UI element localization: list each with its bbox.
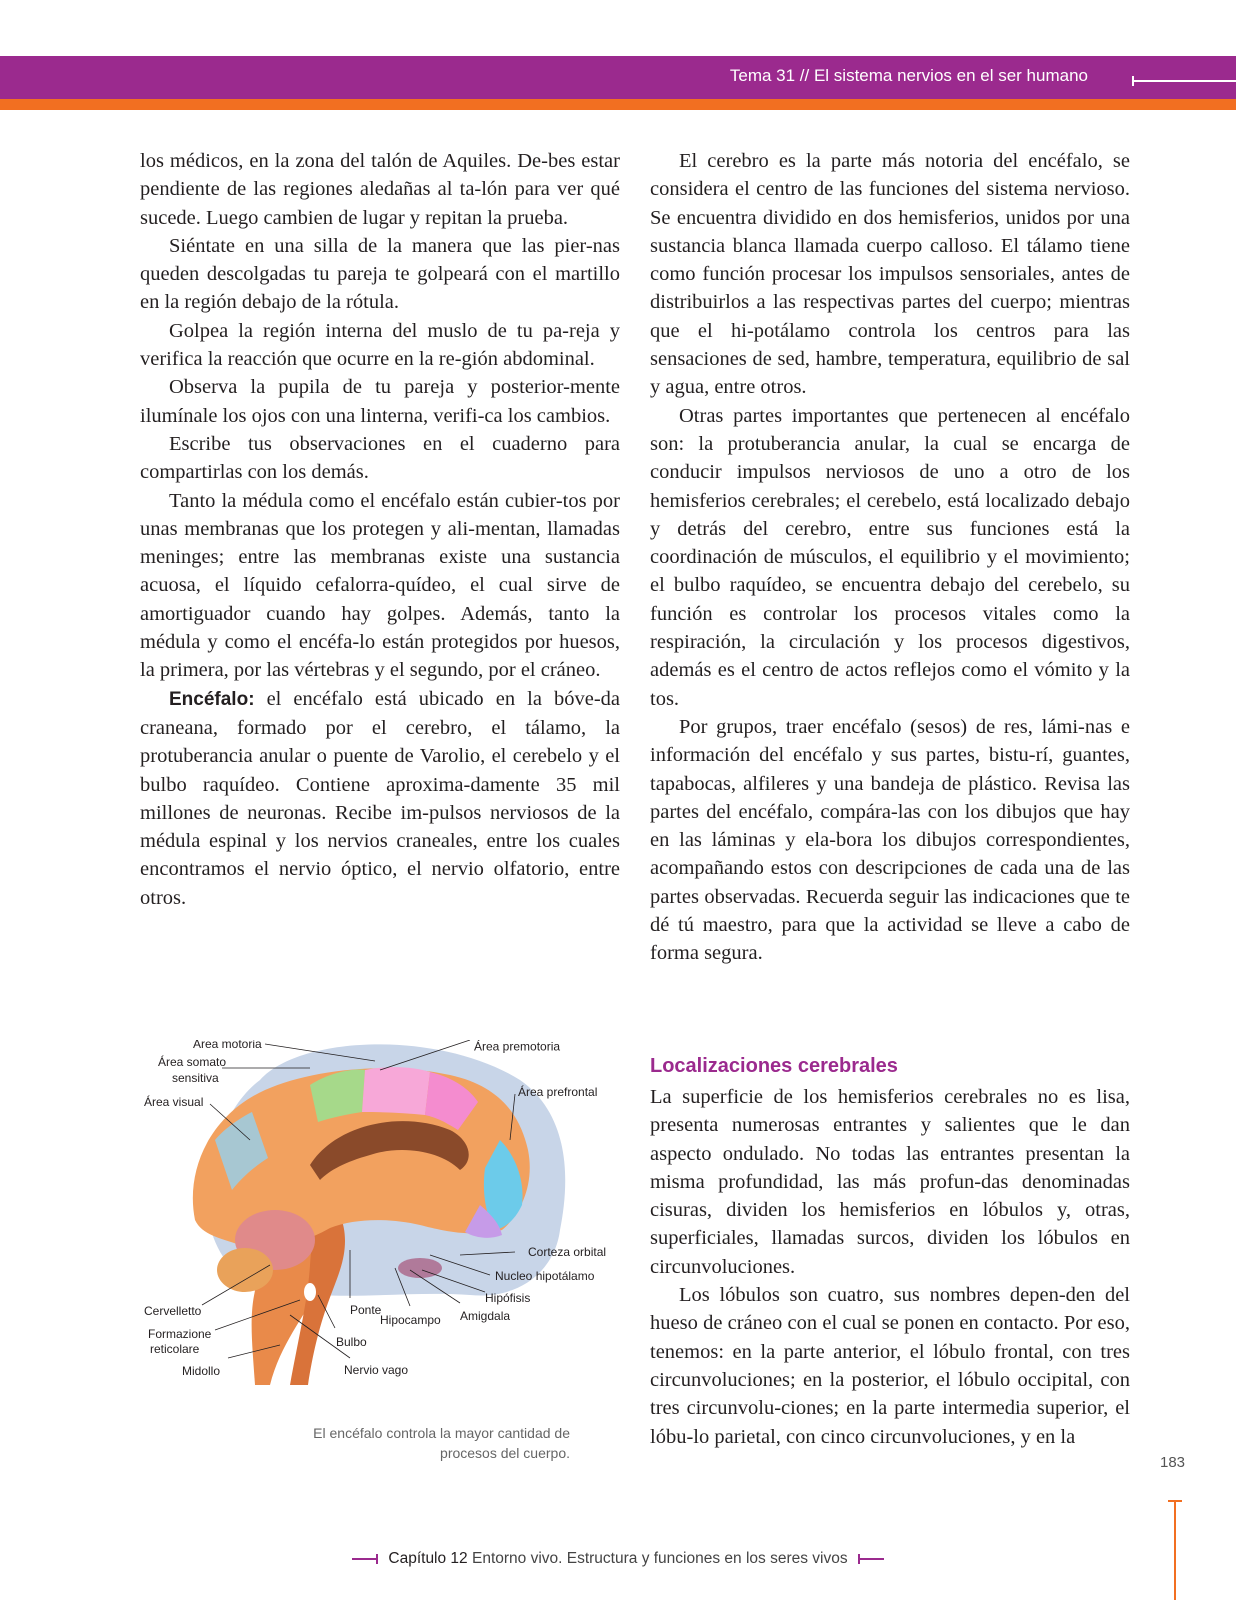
label-area-visual: Área visual: [144, 1095, 204, 1109]
right-paragraph-1: El cerebro es la parte más notoria del encéfalo, se considera el centro de las funciones del sistema nervioso. Se encuentra dividido en dos hemisferios, unidos por una sustancia blanca llamada cuerpo calloso. El tálamo tiene como función procesar los impulsos sensoriales, antes de distribuirlos a las respectivas partes del cuerpo; mientras que el hi-potálamo controla los centros para las sensaciones de sed, hambre, temperatura, equilibrio de sal y agua, entre otros.: [650, 150, 1130, 399]
right-paragraph-4: La superficie de los hemisferios cerebrales no es lisa, presenta numerosas entrantes y salientes que le dan aspecto ondulado. No todas las entrantes presentan la misma profundidad, las más profun-das denominadas cisuras, dividen los hemisferios en lóbulos y, otras, superficiales, llamadas surcos, dividen los lóbulos en circunvoluciones.: [650, 1086, 1130, 1278]
spinal-canal: [304, 1283, 316, 1301]
label-corteza-orbital: Corteza orbital: [528, 1245, 607, 1259]
footer-dash-right: [858, 1558, 884, 1560]
section-heading: Localizaciones cerebrales: [650, 1055, 898, 1077]
label-hipofisis: Hipófisis: [485, 1291, 531, 1305]
left-paragraph-7: [140, 685, 620, 912]
label-hipocampo: Hipocampo: [380, 1313, 441, 1327]
left-paragraph-5: Escribe tus observaciones en el cuaderno para compartirlas con los demás.: [140, 432, 620, 484]
label-area-motoria: Área motoria: [193, 1040, 262, 1051]
cerebellum-lower: [217, 1248, 273, 1292]
header-rule-tick: [1132, 76, 1134, 86]
figure-caption: [260, 1423, 570, 1463]
left-paragraph-4: Observa la pupila de tu pareja y posterior-mente ilumínale los ojos con una linterna, verifi-ca los cambios.: [140, 376, 620, 427]
page-number: 183: [1160, 1454, 1186, 1471]
figure-caption-line-1: El encéfalo controla la mayor cantidad de: [313, 1425, 570, 1441]
left-column: [140, 147, 620, 912]
left-paragraph-6: Tanto la médula como el encéfalo están cubier-tos por unas membranas que los protegen y ali-mentan, llamadas meninges; entre las membranas existe una sustancia acuosa, el líquido cefalorra-quídeo, el cual sirve de amortiguador cuando hay golpes. Además, tanto la médula y como el encéfa-lo están protegidos por huesos, la primera, por las vértebras y el segundo, por el cráneo.: [140, 489, 620, 682]
footer-chapter: Capítulo 12: [388, 1550, 468, 1567]
brain-illustration: [140, 1040, 620, 1390]
right-column: [650, 147, 1130, 968]
label-nervio-vago: Nervio vago: [344, 1363, 409, 1377]
label-bulbo: Bulbo: [336, 1335, 367, 1349]
footer: [0, 1550, 1236, 1568]
label-midollo: Midollo: [182, 1364, 221, 1378]
figure-caption-line-2: procesos del cuerpo.: [440, 1445, 570, 1461]
header-accent-stripe: [0, 99, 1236, 110]
motor-area: [362, 1067, 430, 1115]
label-area-somato: Área somato: [158, 1055, 227, 1069]
left-paragraph-1: los médicos, en la zona del talón de Aquiles. De-bes estar pendiente de las regiones aledañas al ta-lón para ver qué sucede. Luego cambien de lugar y repitan la prueba.: [140, 150, 620, 229]
left-paragraph-3: Golpea la región interna del muslo de tu pa-reja y verifica la reacción que ocurre en la re-gión abdominal.: [140, 319, 620, 371]
footer-chapter-title: Entorno vivo. Estructura y funciones en los seres vivos: [471, 1550, 848, 1567]
brain-figure: [140, 1040, 620, 1390]
label-area-prefrontal: Área prefrontal: [518, 1085, 598, 1099]
header-title: Tema 31 // El sistema nervios en el ser humano: [729, 66, 1088, 85]
right-paragraph-2: Otras partes importantes que pertenecen al encéfalo son: la protuberancia anular, la cual se encarga de conducir impulsos nerviosos de uno a otro de los hemisferios cerebrales; el cerebelo, está localizado debajo y detrás del cerebro, entre sus funciones está la coordinación de músculos, el equilibrio y el movimiento; el bulbo raquídeo, se encuentra debajo del cerebelo, su función es controlar los procesos vitales como la respiración, la circulación y los procesos digestivos, además es el centro de actos reflejos como el vómito y la tos.: [650, 404, 1130, 710]
label-nucleo-hipotalamo: Nucleo hipotálamo: [495, 1269, 595, 1283]
label-cervelletto: Cervelletto: [144, 1304, 202, 1318]
footer-dash-left: [352, 1558, 378, 1560]
label-area-premotoria: Área premotoria: [474, 1040, 561, 1054]
right-column-lower: [650, 1083, 1130, 1451]
right-paragraph-5: Los lóbulos son cuatro, sus nombres depen-den del hueso de cráneo con el cual se ponen en contacto. Por eso, tenemos: en la parte anterior, el lóbulo frontal, con tres circunvoluciones; en la posterior, el lóbulo occipital, con tres circunvolu-ciones; en la parte intermedia superior, el lóbu-lo parietal, con cinco circunvoluciones, y en la: [650, 1284, 1130, 1448]
label-amigdala: Amigdala: [460, 1309, 511, 1323]
right-paragraph-3: Por grupos, traer encéfalo (sesos) de res, lámi-nas e información del encéfalo y sus partes, bistu-rí, guantes, tapabocas, alfileres y una bandeja de plástico. Revisa las partes del encéfalo, compára-las con los dibujos que hay en las láminas y ela-bora los dibujos correspondientes, acompañando estos con descripciones de cada una de las partes observadas. Recuerda seguir las indicaciones que te dé tú maestro, para que la actividad se lleve a cabo de forma segura.: [650, 715, 1130, 965]
label-reticolare: reticolare: [150, 1342, 200, 1356]
encefalo-definition: el encéfalo está ubicado en la bóve-da craneana, formado por el cerebro, el tálamo, la protuberancia anular o puente de Varolio, el cerebelo y el bulbo raquídeo. Contiene aproxima-damente 35 mil millones de neuronas. Recibe im-pulsos nerviosos de la médula espinal y los nervios craneales, entre los cuales encontramos el nervio óptico, el nervio olfatorio, entre otros.: [140, 687, 620, 909]
label-ponte: Ponte: [350, 1303, 382, 1317]
label-sensitiva: sensitiva: [172, 1071, 219, 1085]
left-paragraph-2: Siéntate en una silla de la manera que las pier-nas queden descolgadas tu pareja te golpeará con el martillo en la región debajo de la rótula.: [140, 234, 620, 314]
header-rule: [1132, 80, 1236, 82]
term-encefalo: Encéfalo:: [169, 688, 255, 710]
label-formazione: Formazione: [148, 1327, 212, 1341]
